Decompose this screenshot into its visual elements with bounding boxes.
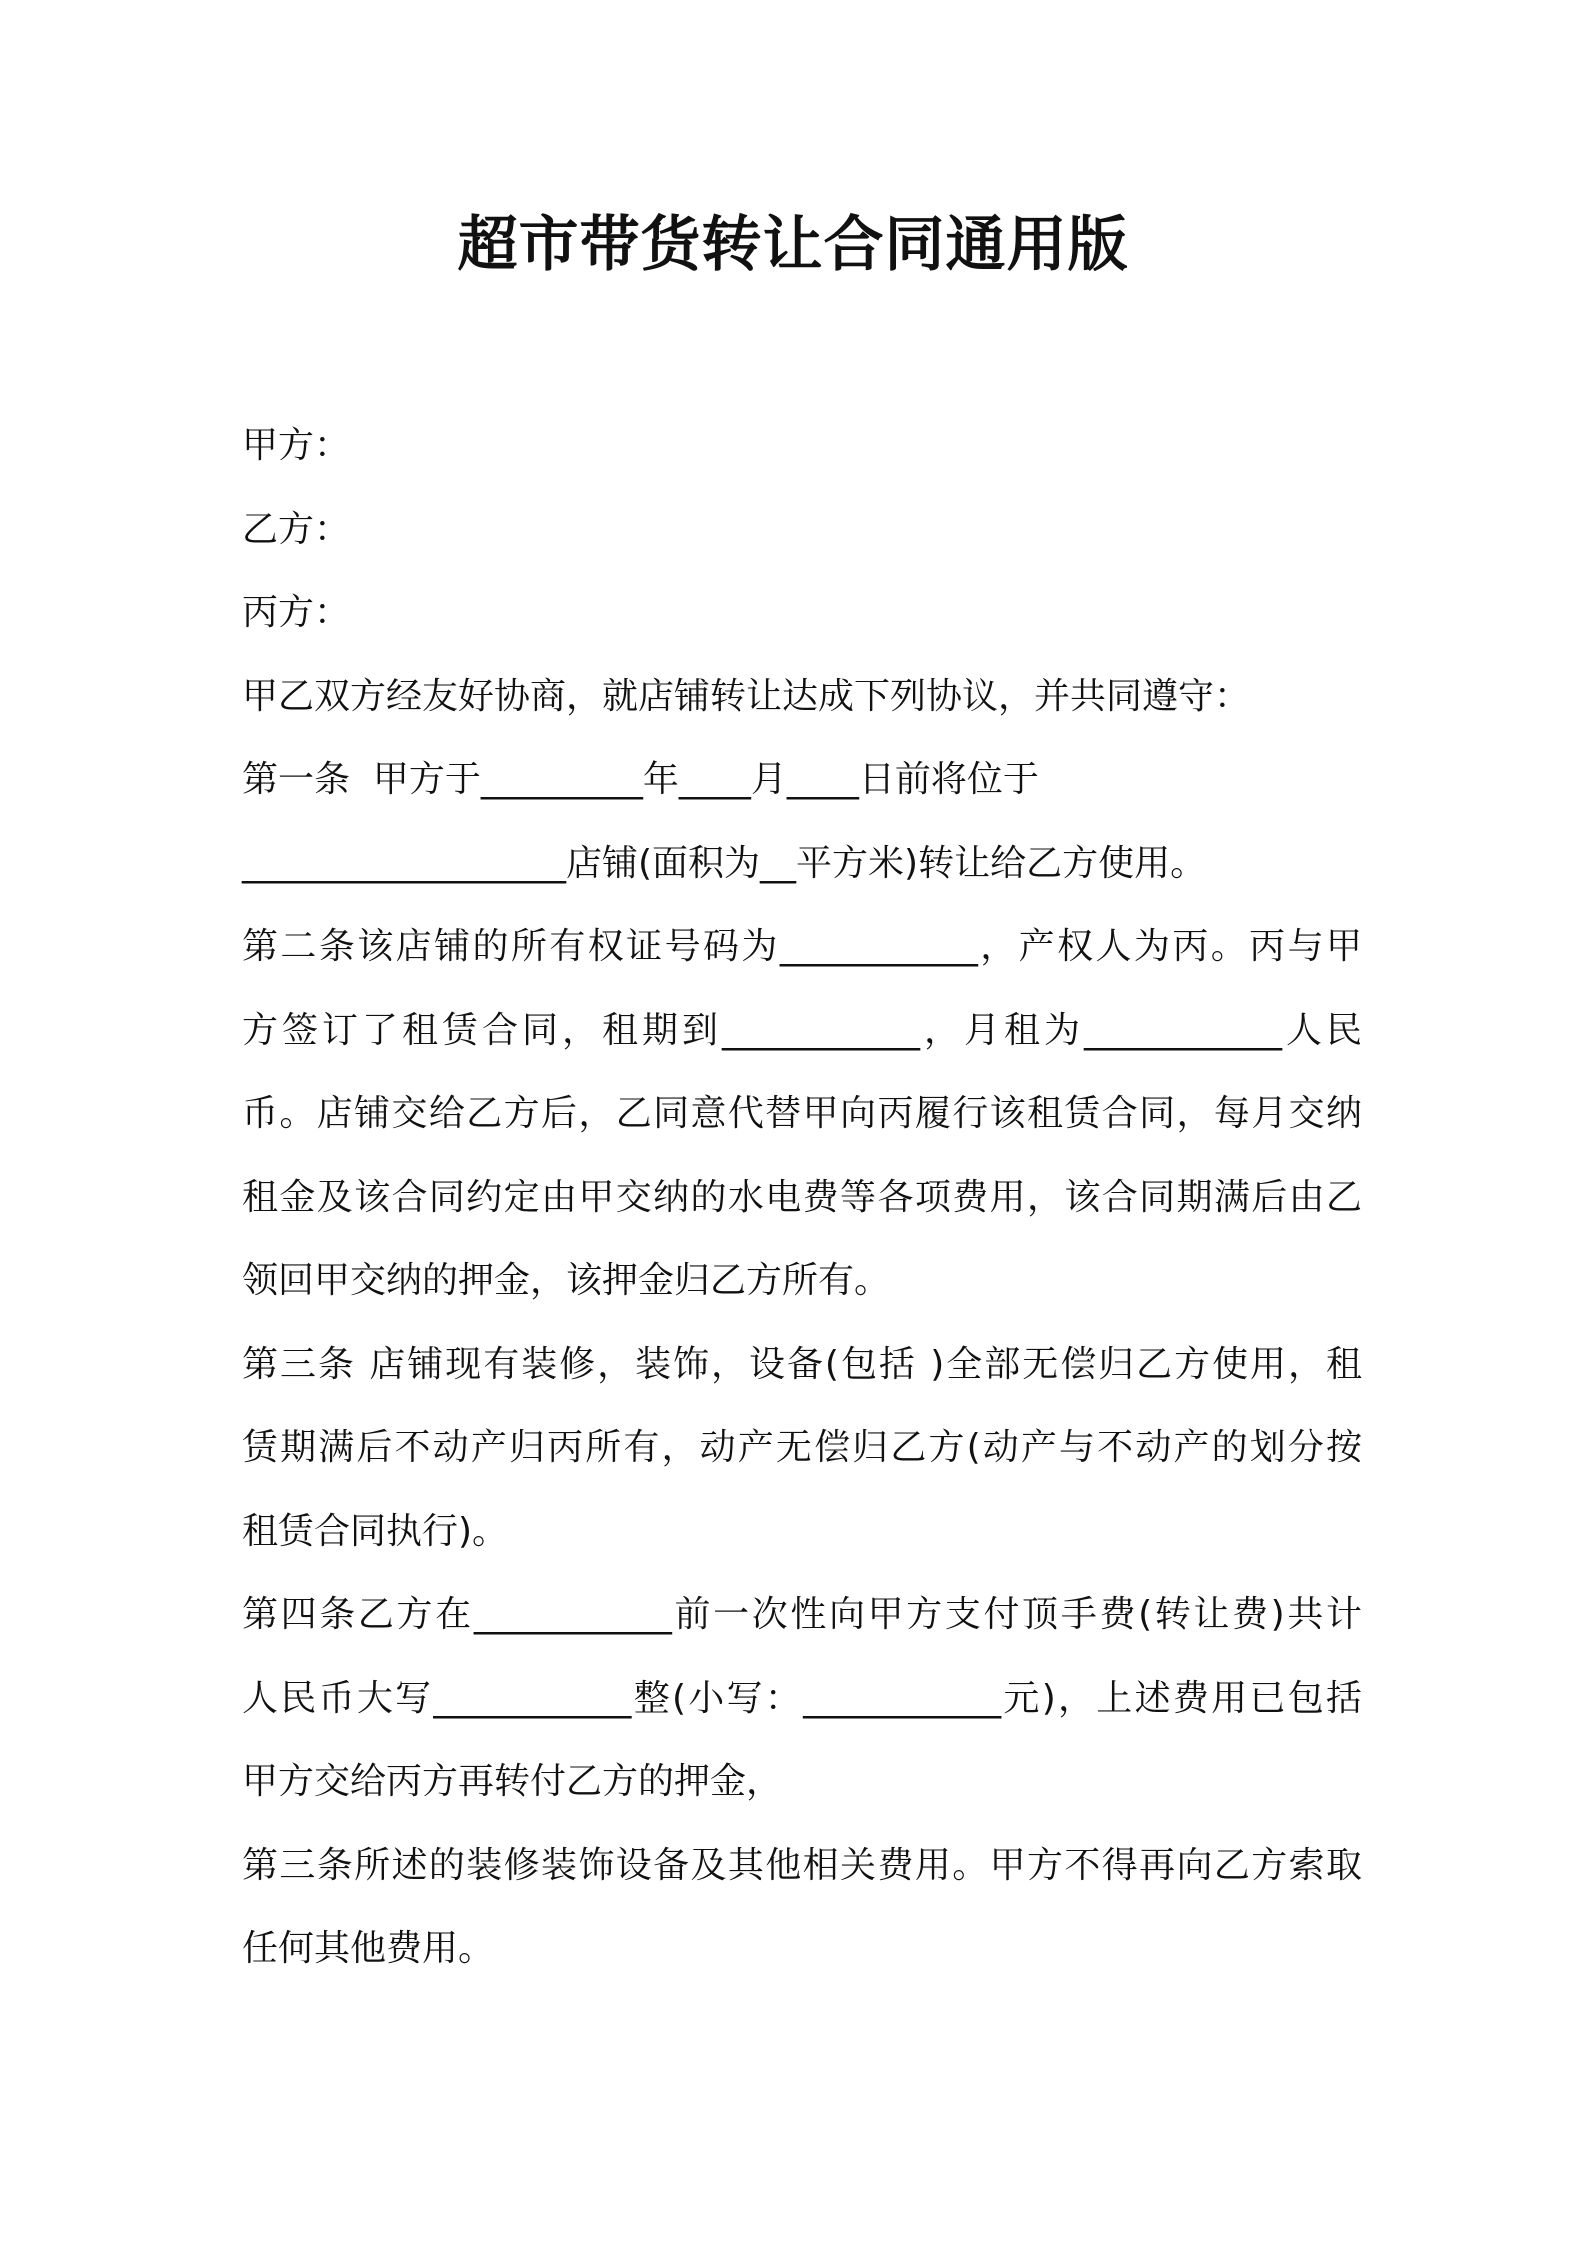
clause-4-line-3: 甲方交给丙方再转付乙方的押金， bbox=[242, 1761, 783, 1802]
clause-4-line-2: 人民币大写___________整(小写：___________元)，上述费用已包括 bbox=[242, 1677, 1362, 1719]
clause-3-line-1: 第三条 店铺现有装修，装饰，设备(包括 )全部无偿归乙方使用，租 bbox=[242, 1343, 1362, 1385]
party-b-line: 乙方： bbox=[242, 508, 351, 550]
preamble-line: 甲乙双方经友好协商，就店铺转让达成下列协议，并共同遵守： bbox=[242, 675, 1251, 717]
clause-2-line-2: 方签订了租赁合同，租期到___________，月租为___________人民 bbox=[242, 1009, 1362, 1051]
clause-4-line-4: 第三条所述的装修装饰设备及其他相关费用。甲方不得再向乙方索取 bbox=[242, 1844, 1362, 1886]
clause-4-line-1: 第四条乙方在___________前一次性向甲方支付顶手费(转让费)共计 bbox=[242, 1594, 1362, 1635]
document-title: 超市带货转让合同通用版 bbox=[457, 210, 1129, 280]
clause-1-line-1: 第一条 甲方于_________年____月____日前将位于 bbox=[242, 759, 1039, 800]
clause-3-line-2: 赁期满后不动产归丙所有，动产无偿归乙方(动产与不动产的划分按 bbox=[242, 1427, 1362, 1468]
document-body bbox=[242, 404, 1362, 1991]
clause-3-line-3: 租赁合同执行)。 bbox=[242, 1510, 509, 1552]
clause-4-line-5: 任何其他费用。 bbox=[242, 1928, 495, 1969]
clause-2-line-1: 第二条该店铺的所有权证号码为___________，产权人为丙。丙与甲 bbox=[242, 926, 1362, 967]
clause-2-line-4: 租金及该合同约定由甲交纳的水电费等各项费用，该合同期满后由乙 bbox=[242, 1176, 1362, 1218]
clause-2-line-5: 领回甲交纳的押金，该押金归乙方所有。 bbox=[242, 1260, 891, 1301]
party-a-line: 甲方： bbox=[242, 425, 351, 466]
party-c-line: 丙方： bbox=[242, 592, 351, 633]
clause-1-line-2: __________________店铺(面积为__平方米)转让给乙方使用。 bbox=[242, 842, 1207, 884]
clause-2-line-3: 币。店铺交给乙方后，乙同意代替甲向丙履行该租赁合同，每月交纳 bbox=[242, 1093, 1362, 1134]
